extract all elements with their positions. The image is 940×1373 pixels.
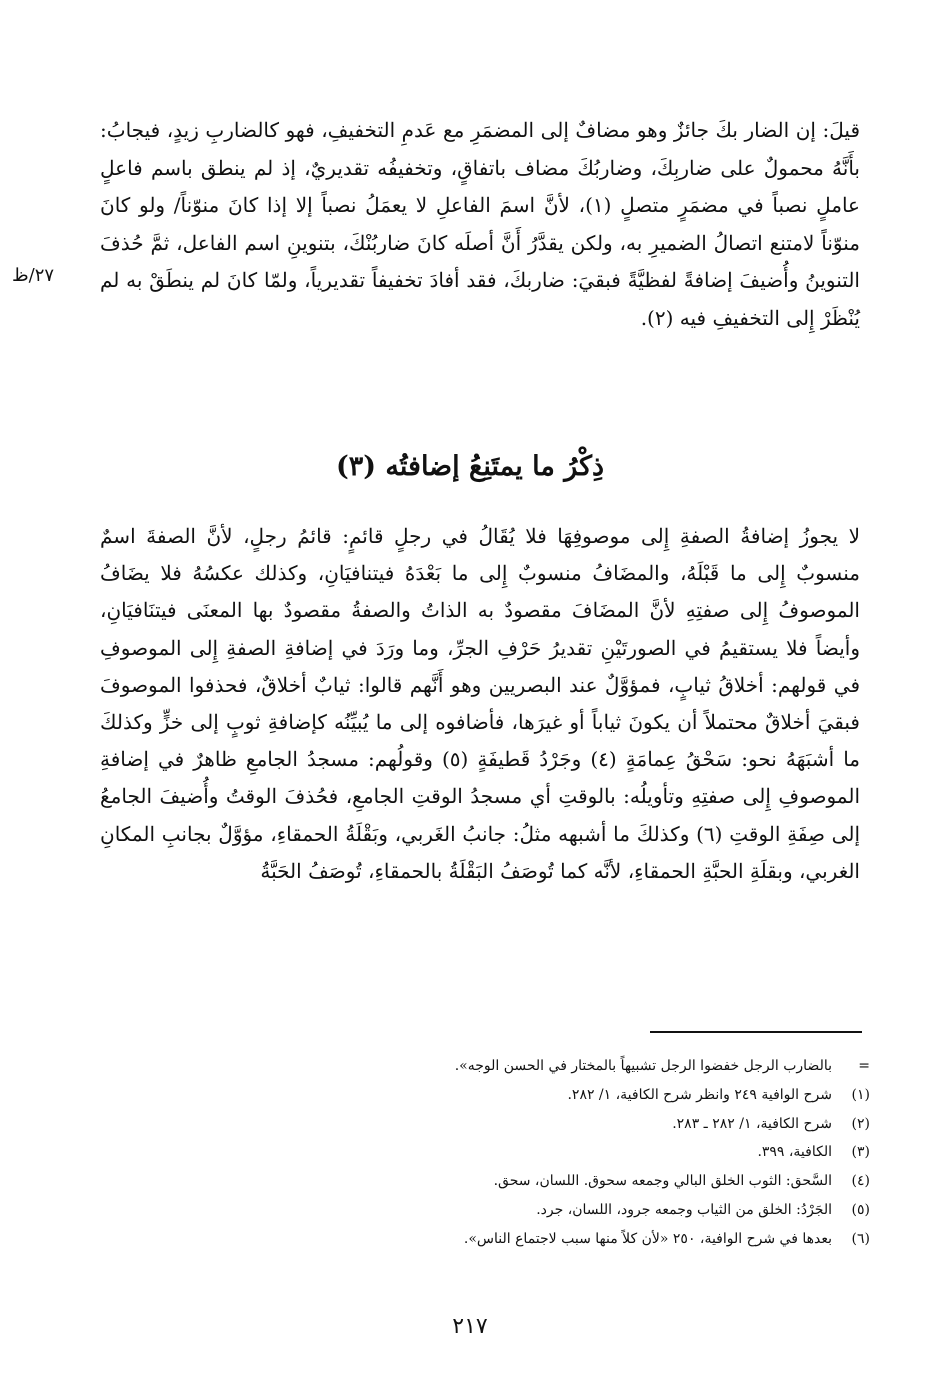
- footnote-text: السَّحق: الثوب الخلق البالي وجمعه سحوق. اللسان، سحق.: [493, 1173, 832, 1190]
- footnote-number: (١): [851, 1086, 870, 1103]
- footnote-number: (٣): [851, 1144, 870, 1161]
- page-number: ٢١٧: [452, 1314, 488, 1339]
- footnote-4: [70, 1167, 870, 1196]
- footnote-3: [70, 1138, 870, 1167]
- footnote-number: (٥): [851, 1201, 870, 1218]
- footnote-continuation: [70, 1052, 870, 1081]
- section-heading: ذِكْرُ ما يمتَنِعُ إضافتُه (٣): [335, 451, 605, 482]
- footnote-text: الجَرْدُ: الخلق من الثياب وجمعه جرود، اللسان، جرد.: [536, 1201, 832, 1218]
- footnote-number: =: [858, 1058, 870, 1074]
- footnote-text: شرح الوافية ٢٤٩ وانظر شرح الكافية، ١/ ٢٨٢.: [567, 1086, 832, 1103]
- footnote-2: [70, 1110, 870, 1139]
- paragraph-1: قيلَ: إن الضار بكَ جائزٌ وهو مضافٌ إلى المضمَرِ مع عَدمِ التخفيفِ، فهو كالضاربِ زيدٍ، فيجابُ: بأَنَّهُ محمولٌ على ضاربِكَ، وضاربُكَ مضاف باتفاقٍ، وتخفيفُه تقديريٌ، إذ لم ينطق باسم فاعلٍ عاملٍ نصباً في مضمَرٍ متصلٍ (١)، لأنَّ اسمَ الفاعلِ لا يعمَلُ نصباً إلا إذا كانَ منوّناً/ ولو كانَ منوّناً لامتنع اتصالُ الضميرِ به، ولكن يقدَّرُ أَنَّ أصلَه كانَ ضاربُنْكَ، بتنوينِ اسم الفاعل، ثمَّ حُذفَ التنوينُ وأُضيفَ إضافةً لفظيَّةً فبقيَ: ضاربكَ، فقد أفادَ تخفيفاً تقديرياً، ولمّا كانَ لم ينطَقْ به لم يُنْظَرْ إِلى التخفيفِ فيه (٢).: [100, 118, 860, 330]
- footnote-separator: [650, 1031, 862, 1033]
- footnote-text: شرح الكافية، ١/ ٢٨٢ ـ ٢٨٣.: [672, 1115, 832, 1132]
- footnote-text: الكافية، ٣٩٩.: [757, 1144, 832, 1161]
- footnote-6: [70, 1225, 870, 1254]
- paragraph-2: لا يجوزُ إضافةُ الصفةِ إِلى موصوفِهَا فلا يُقَالُ في رجلٍ قائمٍ: قائمُ رجلٍ، لأنَّ الصفةَ اسمٌ منسوبٌ إِلى ما قَبْلَهُ، والمضَافُ منسوبٌ إِلى ما بَعْدَهُ فيتنافيَانِ، وكذلك عكسُهُ فلا يضَافُ الموصوفُ إِلى صفتِهِ لأنَّ المضَافَ مقصودٌ به الذاتُ والصفةُ مقصودٌ بها المعنَى فيتنَافيَانِ، وأيضاً فلا يستقيمُ في الصورتَيْنِ تقديرُ حَرْفِ الجرِّ، وما ورَدَ في إضافةِ الصفةِ إِلى الموصوفِ في قولهم: أخلاقُ ثيابٍ، فمؤوَّلٌ عند البصريين وهو أَنَّهم قالوا: ثيابٌ أخلاقٌ، فحذفوا الموصوفَ فبقيَ أخلاقٌ محتملاً أن يكونَ ثياباً أو غيرَها، فأضافوه إلى ما يُبيِّنُه كإضافةِ ثوبٍ إلى خزٍّ وكذلكَ ما أشبَهَهُ نحو: سَحْقُ عِمامَةٍ (٤) وجَرْدُ قَطيفَةٍ (٥) وقولُهم: مسجدُ الجامعِ ظاهرٌ في إضافةِ الموصوفِ إِلى صفتِهِ وتأويلُه: بالوقتِ أي مسجدُ الوقتِ الجامعِ، فحُذفَ الوقتُ وأُضيفَ الجامعُ إلى صِفَةِ الوقتِ (٦) وكذلكَ ما أشبهه مثلُ: جانبُ الغَربي، وبَقْلَةُ الحمقاءِ، مؤوَّلٌ بجانبِ المكانِ الغربي، وبقلَةِ الحبَّةِ الحمقاءِ، لأنَّه كما تُوصَفُ البَقْلَةُ بالحمقاءِ، تُوصَفُ الحَبَّةُ: [100, 524, 861, 883]
- footnote-number: (٢): [851, 1115, 870, 1132]
- footnote-text: بعدها في شرح الوافية، ٢٥٠ «لأن كلاً منها سبب لاجتماع الناس».: [463, 1230, 832, 1247]
- footnote-1: [70, 1081, 870, 1110]
- footnote-text: بالضارب الرجل خفضوا الرجل تشبيهاً بالمختار في الحسن الوجه».: [454, 1058, 832, 1074]
- margin-folio-note: ٢٧/ظ: [12, 265, 55, 286]
- footnote-5: [70, 1196, 870, 1225]
- footnote-number: (٦): [851, 1230, 870, 1247]
- footnote-number: (٤): [851, 1173, 870, 1190]
- footnotes: [70, 1052, 870, 1254]
